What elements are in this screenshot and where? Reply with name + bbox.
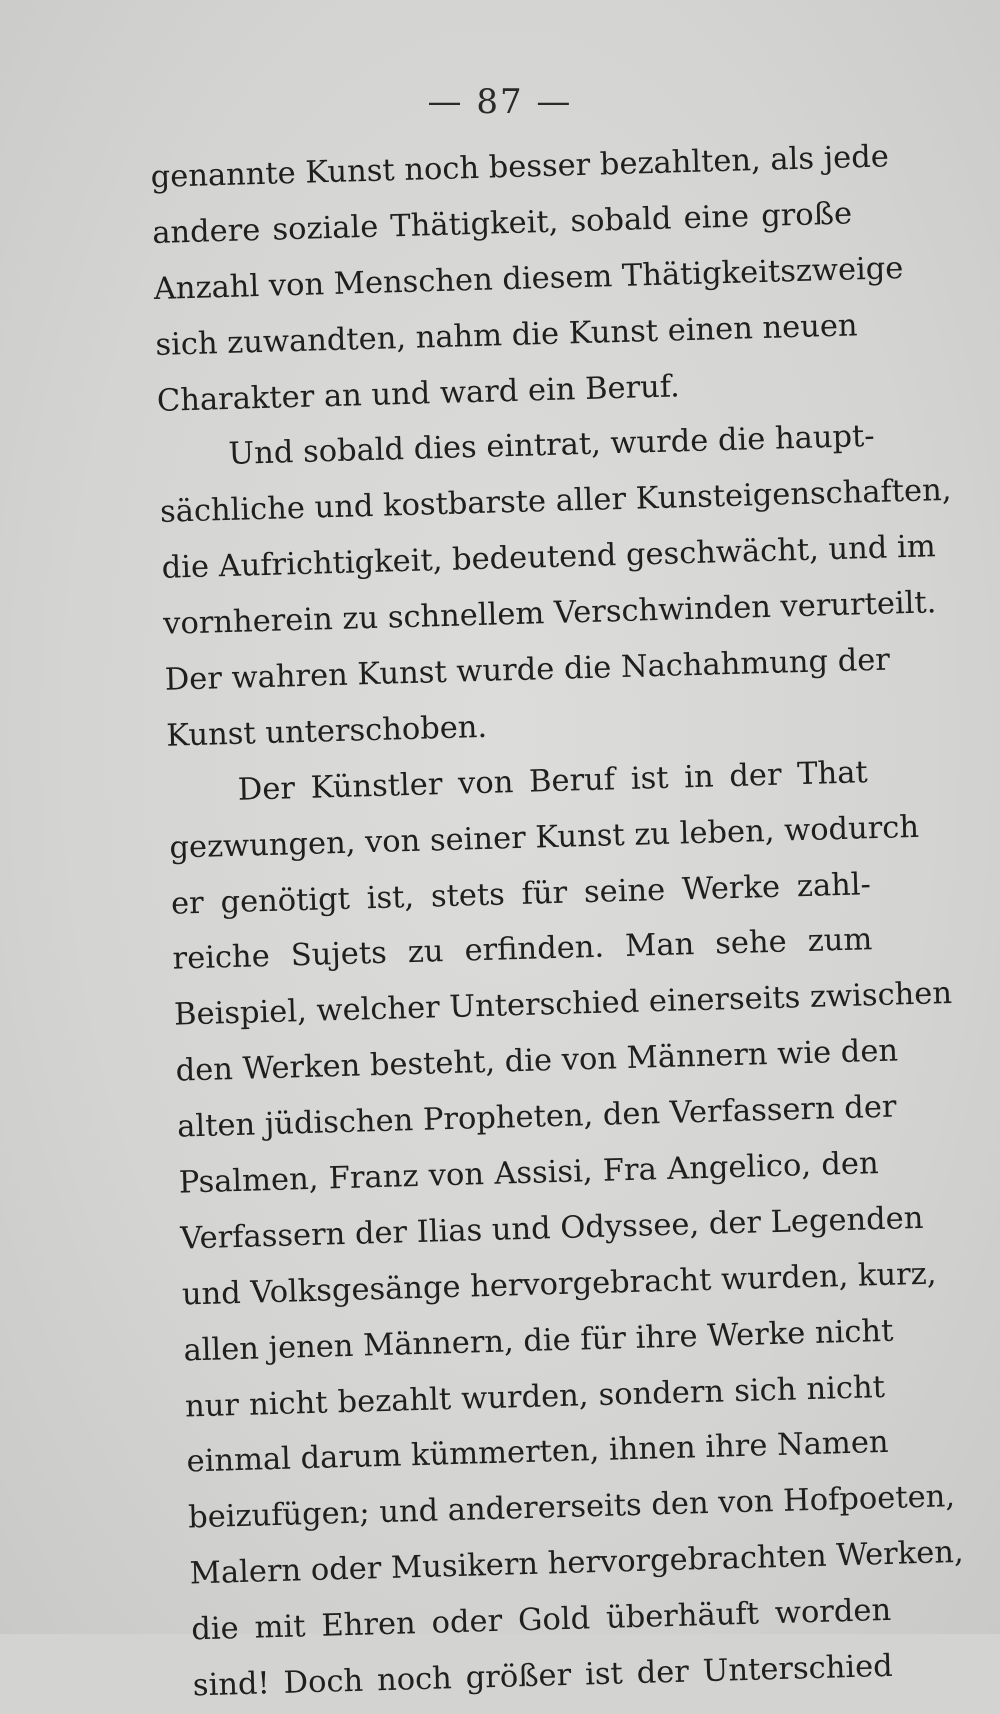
text-line: allen jenen Männern, die für ihre Werke nicht [183,1313,894,1369]
text-line: sind! Doch noch größer ist der Unterschied [192,1648,894,1704]
text-line: sächliche und kostbarste aller Kunsteigenschaften, [159,473,952,531]
text-line: Anzahl von Menschen diesem Thätigkeitszweige [153,250,904,307]
text-line: Psalmen, Franz von Assisi, Fra Angelico, den [178,1146,880,1201]
body-text [150,130,965,1714]
text-line: einmal darum kümmerten, ihnen ihre Namen [186,1425,890,1480]
text-line: Der wahren Kunst wurde die Nachahmung der [164,642,891,698]
text-line: Verfassern der Ilias und Odyssee, der Legenden [179,1200,924,1257]
text-line: genannte Kunst noch besser bezahlten, als jede [150,139,890,195]
text-line: andere soziale Thätigkeit, sobald eine große [151,196,853,251]
text-line: reiche Sujets zu erfinden. Man sehe zum [172,922,873,978]
text-line: Kunst unterschoben. [165,709,488,754]
text-line: die mit Ehren oder Gold überhäuft worden [190,1593,892,1648]
text-line: vornherein zu schnellem Verschwinden verurteilt. [162,585,937,642]
text-line: Und sobald dies eintrat, wurde die haupt- [228,419,876,473]
text-line: Der Künstler von Beruf ist in der That [237,755,869,808]
text-line: alten jüdischen Propheten, den Verfassern der [176,1089,897,1145]
text-line: gezwungen, von seiner Kunst zu leben, wodurch [169,809,920,866]
text-line: Malern oder Musikern hervorgebrachten Werken, [189,1535,965,1592]
text-line: Charakter an und ward ein Beruf. [156,368,681,419]
text-line: Beispiel, welcher Unterschied einerseits zwischen [173,976,953,1034]
page-number: — 87 — [427,82,573,122]
text-line: sich zuwandten, nahm die Kunst einen neuen [154,307,858,363]
text-line: nur nicht bezahlt wurden, sondern sich nicht [184,1369,886,1425]
text-line: und Volksgesänge hervorgebracht wurden, kurz, [181,1256,937,1313]
text-line: beizufügen; und andererseits den von Hofpoeten, [187,1479,956,1536]
text-line: den Werken besteht, die von Männern wie den [175,1033,899,1089]
text-line: die Aufrichtigkeit, bedeutend geschwächt, und im [161,529,937,587]
text-line: er genötigt ist, stets für seine Werke zahl- [170,866,872,922]
